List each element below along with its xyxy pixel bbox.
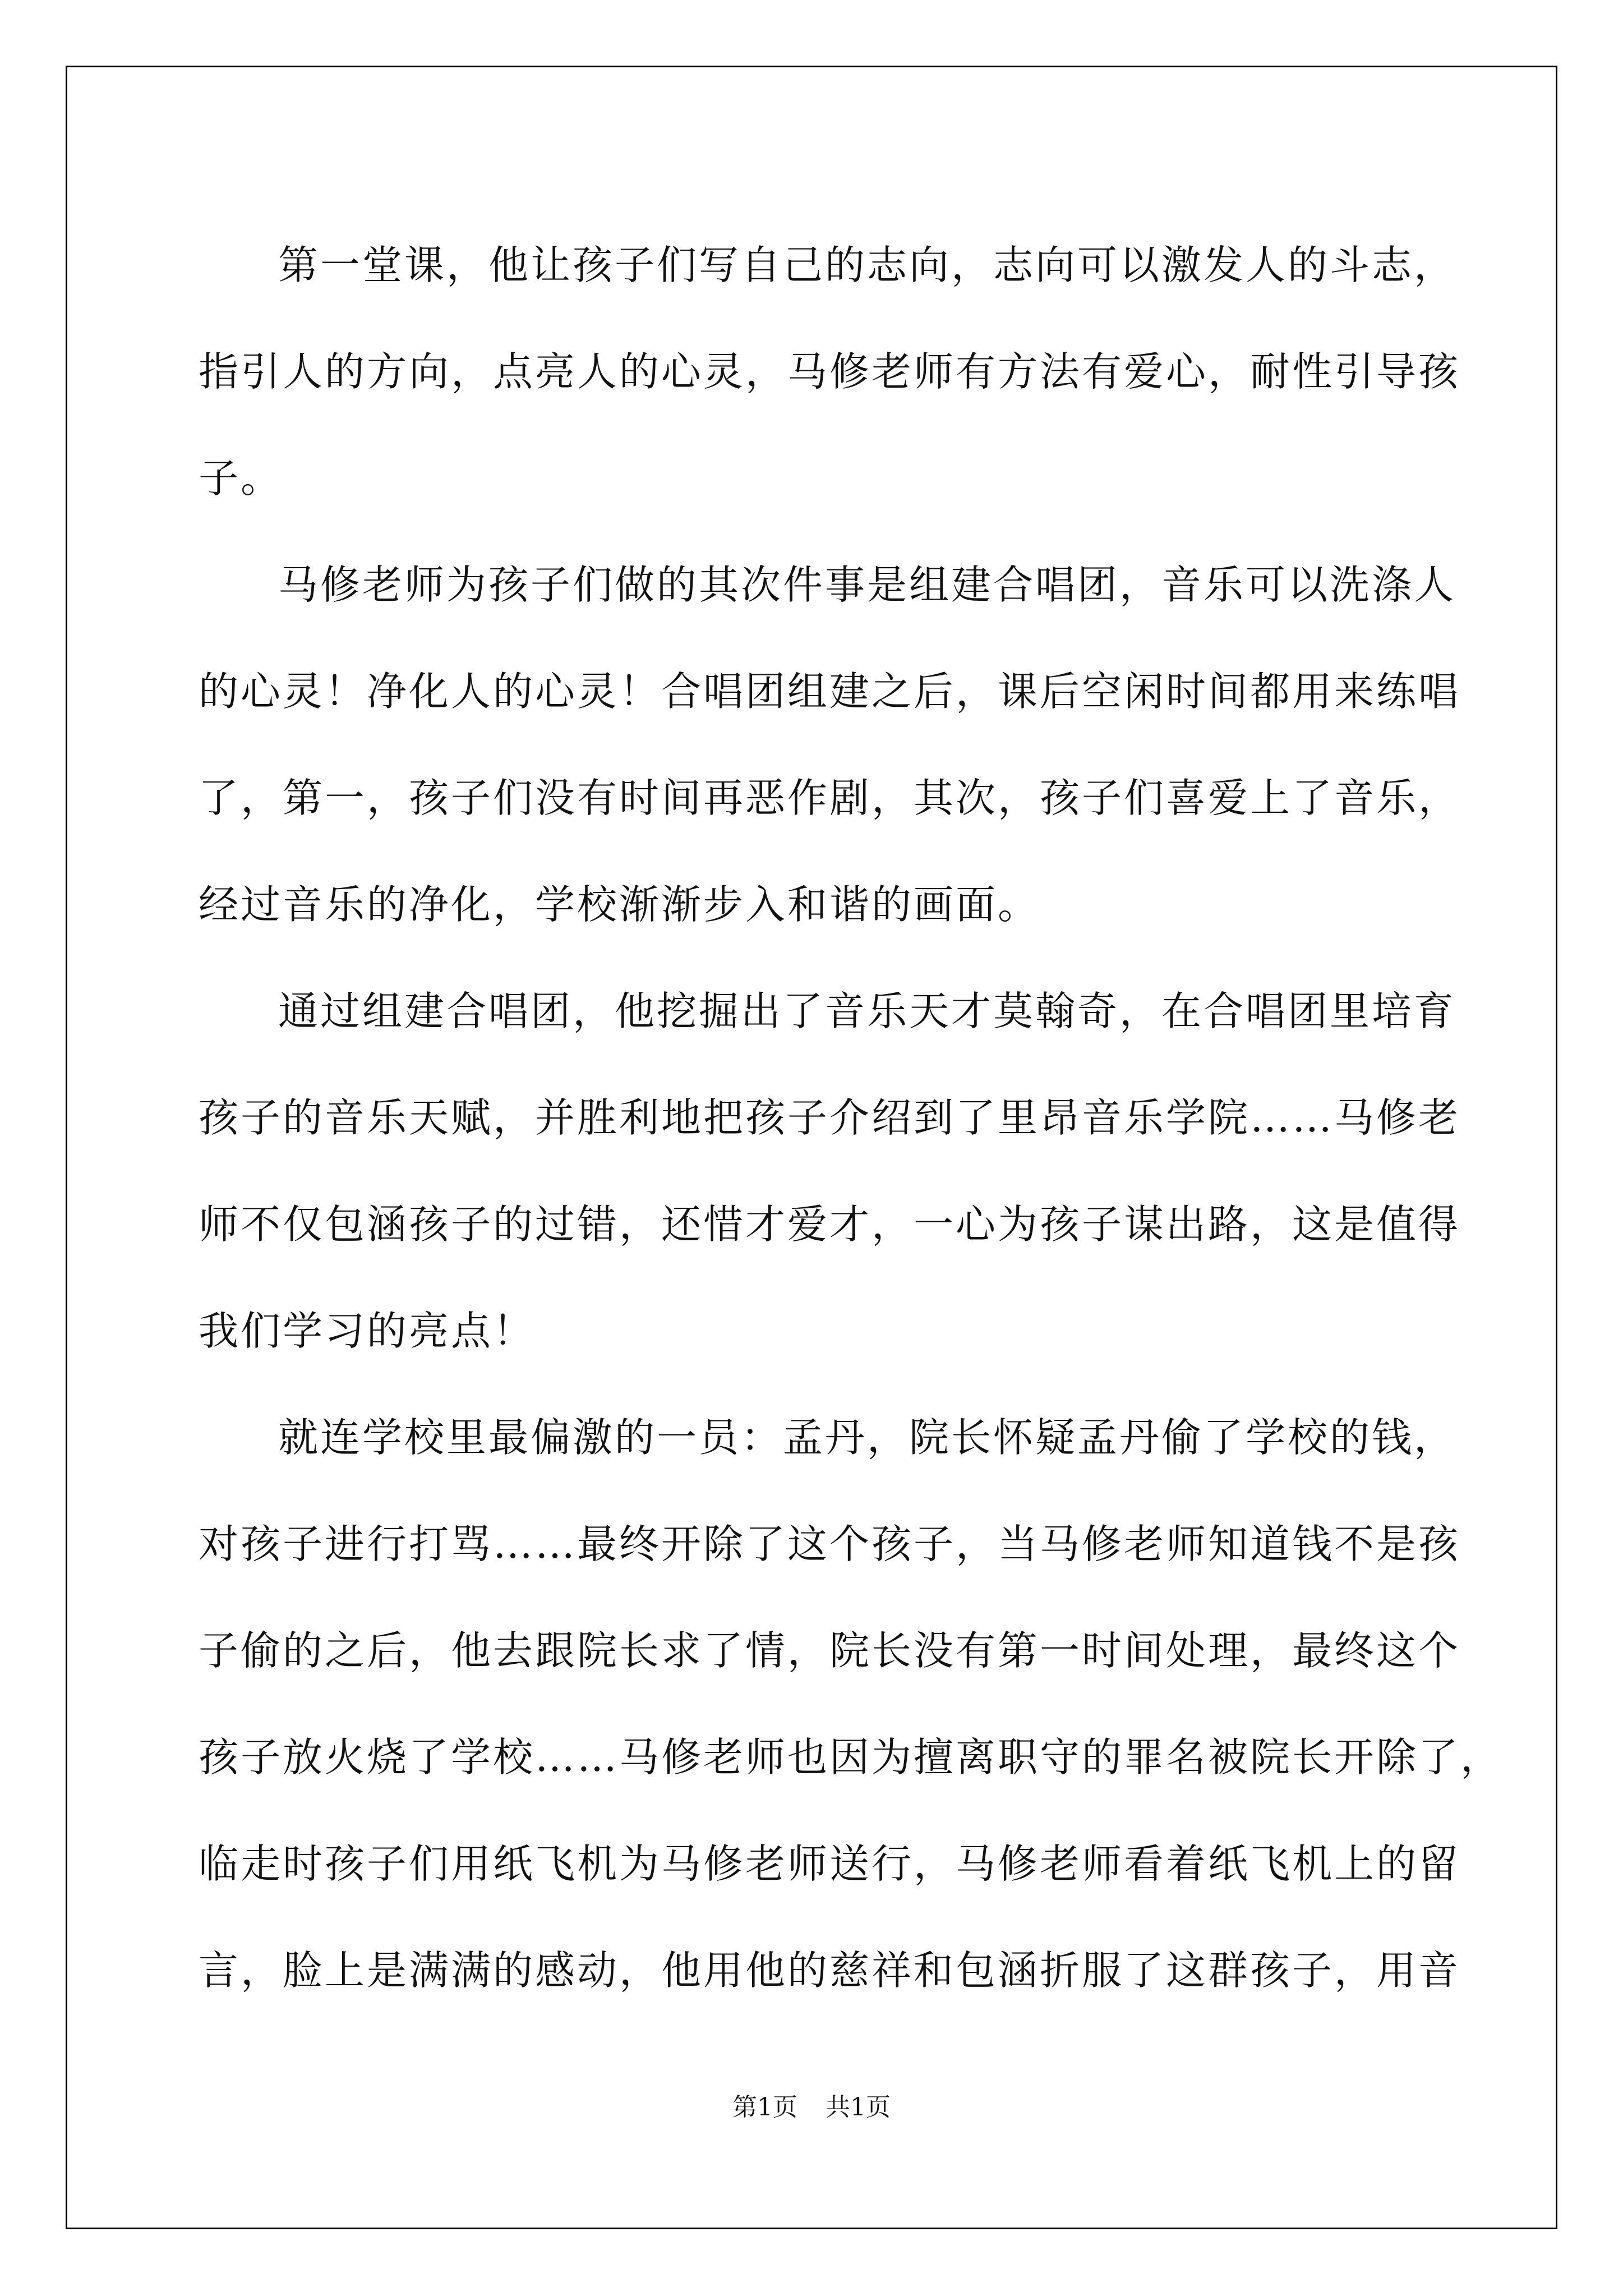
text-line: 临走时孩子们用纸飞机为马修老师送行，马修老师看着纸飞机上的留	[199, 1841, 1461, 1887]
text-line: 子。	[199, 455, 283, 501]
text-line: 经过音乐的净化，学校渐渐步入和谐的画面。	[199, 881, 1040, 928]
page-footer	[0, 2087, 1623, 2123]
text-line: 孩子放火烧了学校……马修老师也因为擅离职守的罪名被院长开除了，	[199, 1734, 1503, 1780]
text-line: 我们学习的亮点！	[199, 1308, 536, 1354]
page-number-current: 第1页	[732, 2093, 797, 2122]
text-line: 指引人的方向，点亮人的心灵，马修老师有方法有爱心，耐性引导孩	[199, 348, 1461, 395]
text-line: 子偷的之后，他去跟院长求了情，院长没有第一时间处理，最终这个	[199, 1627, 1461, 1674]
text-line: 就连学校里最偏激的一员：孟丹，院长怀疑孟丹偷了学校的钱，	[278, 1414, 1456, 1461]
text-line: 第一堂课，他让孩子们写自己的志向，志向可以激发人的斗志，	[278, 242, 1456, 288]
page-number-total: 共1页	[826, 2093, 891, 2122]
text-line: 师不仅包涵孩子的过错，还惜才爱才，一心为孩子谋出路，这是值得	[199, 1201, 1461, 1248]
text-line: 孩子的音乐天赋，并胜利地把孩子介绍到了里昂音乐学院……马修老	[199, 1094, 1461, 1141]
text-line: 对孩子进行打骂……最终开除了这个孩子，当马修老师知道钱不是孩	[199, 1521, 1461, 1567]
text-line: 通过组建合唱团，他挖掘出了音乐天才莫翰奇，在合唱团里培育	[278, 988, 1456, 1034]
document-body	[199, 212, 1503, 2024]
text-line: 了，第一，孩子们没有时间再恶作剧，其次，孩子们喜爱上了音乐，	[199, 775, 1461, 821]
text-line: 的心灵！净化人的心灵！合唱团组建之后，课后空闲时间都用来练唱	[199, 668, 1461, 715]
text-line: 马修老师为孩子们做的其次件事是组建合唱团，音乐可以洗涤人	[278, 562, 1456, 608]
text-line: 言，脸上是满满的感动，他用他的慈祥和包涵折服了这群孩子，用音	[199, 1947, 1461, 1994]
